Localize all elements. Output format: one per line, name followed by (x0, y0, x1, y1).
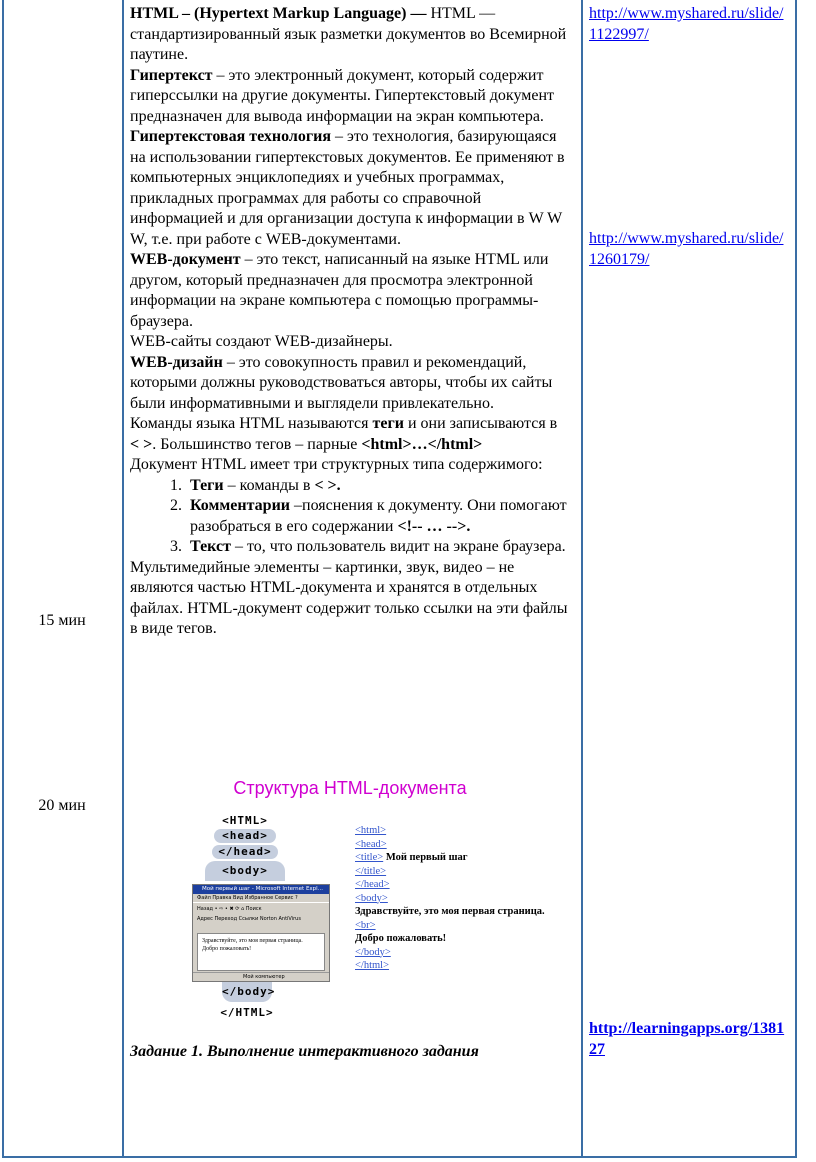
code-tag: <title> (355, 852, 384, 863)
code-line: Здравствуйте, это моя первая страница. (355, 906, 545, 917)
code-line: <body> (355, 892, 388, 904)
li2-text: –пояснения к документу. Они помогают разобраться в его содержании (190, 497, 567, 535)
pill-head-open: <head> (214, 829, 276, 843)
pill-html-close: </HTML> (220, 1006, 274, 1019)
para-web-document-text: – это текст, написанный на языке HTML или другом, который предназначен для просмотра электронной информации на экране компьютера с помощью программы-браузера. (130, 251, 549, 330)
term-comments: Комментарии (190, 497, 291, 514)
term-text: Текст (190, 538, 231, 555)
browser-address-bar: Адрес Переход Ссылки Norton AntiVirus (197, 916, 301, 922)
code-line: <br> (355, 919, 376, 931)
para-html (130, 4, 570, 66)
para-web-sites: WEB-сайты создают WEB-дизайнеры. (130, 333, 393, 350)
link-myshared-1122997[interactable]: http://www.myshared.ru/slide/1122997/ (589, 5, 784, 43)
para-tags-e: . Большинство тегов – парные (152, 435, 362, 453)
code-line: </title> (355, 865, 387, 877)
task-heading: Задание 1. Выполнение интерактивного задания (130, 1043, 479, 1060)
term-tags: теги (372, 415, 404, 432)
main-content (130, 4, 570, 640)
html-pair: <html>…</html> (361, 435, 483, 453)
pill-body-open: <body> (205, 861, 285, 881)
browser-toolbar: Назад • ⇨ • ✖ ⟳ ⌂ Поиск (193, 902, 329, 915)
code-line (355, 851, 555, 865)
browser-title: Мой первый шаг - Microsoft Internet Expl... (193, 885, 329, 894)
code-line: <head> (355, 838, 387, 850)
para-hypertext (130, 66, 570, 128)
browser-content (197, 933, 325, 971)
browser-menu: Файл Правка Вид Избранное Сервис ? (197, 895, 298, 901)
list-item (186, 476, 570, 497)
pill-body-close: </body> (222, 982, 272, 1002)
li1-end: < >. (314, 476, 341, 494)
term-hypertext-tech: Гипертекстовая технология (130, 128, 331, 145)
pill-html-open: <HTML> (222, 814, 268, 827)
brackets: < > (130, 435, 153, 453)
column-divider-2 (581, 0, 583, 1156)
para-multimedia: Мультимедийные элементы – картинки, звук, видео – не являются частью HTML-документа и хранятся в отдельных файлах. HTML-документ содержит только ссылки на эти файлы в виде тегов. (130, 558, 568, 637)
link-block-1 (589, 4, 789, 45)
list-item (186, 537, 570, 558)
pill-head-close: </head> (212, 845, 278, 859)
para-hypertext-tech (130, 127, 570, 250)
para-web-document (130, 250, 570, 332)
li3-text: – то, что пользователь видит на экране браузера. (230, 538, 566, 555)
term-hypertext: Гипертекст (130, 66, 213, 84)
link-myshared-1260179[interactable]: http://www.myshared.ru/slide/1260179/ (589, 230, 784, 268)
para-web-design (130, 353, 570, 415)
browser-window (192, 884, 330, 982)
browser-line-2: Добро пожаловать! (202, 946, 252, 952)
term-web-document: WEB-документ (130, 251, 241, 268)
li2-end: <!-- … -->. (397, 517, 471, 535)
code-line: Добро пожаловать! (355, 933, 447, 944)
para-tags (130, 414, 570, 455)
list-item (186, 496, 570, 537)
code-line: </head> (355, 879, 390, 890)
para-hypertext-tech-text: – это технология, базирующаяся на использовании гипертекстовых документов. Ее применяют в компьютерных энциклопедиях и учебных программах, прикладных программах для работы со справочной информацией и для организации доступа к информации в W W W, т.е. при работе с WEB-документами. (130, 128, 565, 248)
column-divider-1 (122, 0, 124, 1156)
code-line: </body> (355, 946, 391, 958)
content-types-list (130, 476, 570, 558)
link-learningapps[interactable]: http://learningapps.org/138127 (589, 1020, 785, 1058)
term-tags-item: Теги (190, 476, 224, 494)
code-sample (355, 824, 555, 973)
browser-line-1: Здравствуйте, это моя первая страница. (202, 938, 303, 944)
term-web-design: WEB-дизайн (130, 353, 223, 371)
code-text: Мой первый шаг (383, 852, 468, 863)
para-structure: Документ HTML имеет три структурных типа содержимого: (130, 456, 543, 473)
code-line: <html> (355, 825, 387, 836)
browser-status: Мой компьютер (193, 972, 329, 981)
link-block-3 (589, 1019, 789, 1060)
term-html: HTML – (Hypertext Markup Language) — (130, 5, 427, 22)
para-web-design-text: – это совокупность правил и рекомендаций, которыми должны руководствоваться авторы, чтобы их сайты были информативными и выглядели привлекательно. (130, 353, 553, 412)
para-tags-c: и они записываются в (403, 415, 558, 432)
link-block-2 (589, 229, 789, 270)
li1-text: – команды в (223, 476, 315, 494)
time-15-min: 15 мин (38, 612, 86, 629)
time-20-min: 20 мин (38, 797, 86, 814)
figure-title: Структура HTML-документа (233, 778, 467, 798)
para-tags-a: Команды языка HTML называются (130, 415, 373, 432)
para-hypertext-text: – это электронный документ, который содержит гиперссылки на другие документы. Гипертекстовый документ предназначен для вывода информации на экран компьютера. (130, 66, 555, 125)
para-html-text: HTML — стандартизированный язык разметки документов во Всемирной паутине. (130, 5, 567, 63)
code-line: </html> (355, 960, 390, 971)
